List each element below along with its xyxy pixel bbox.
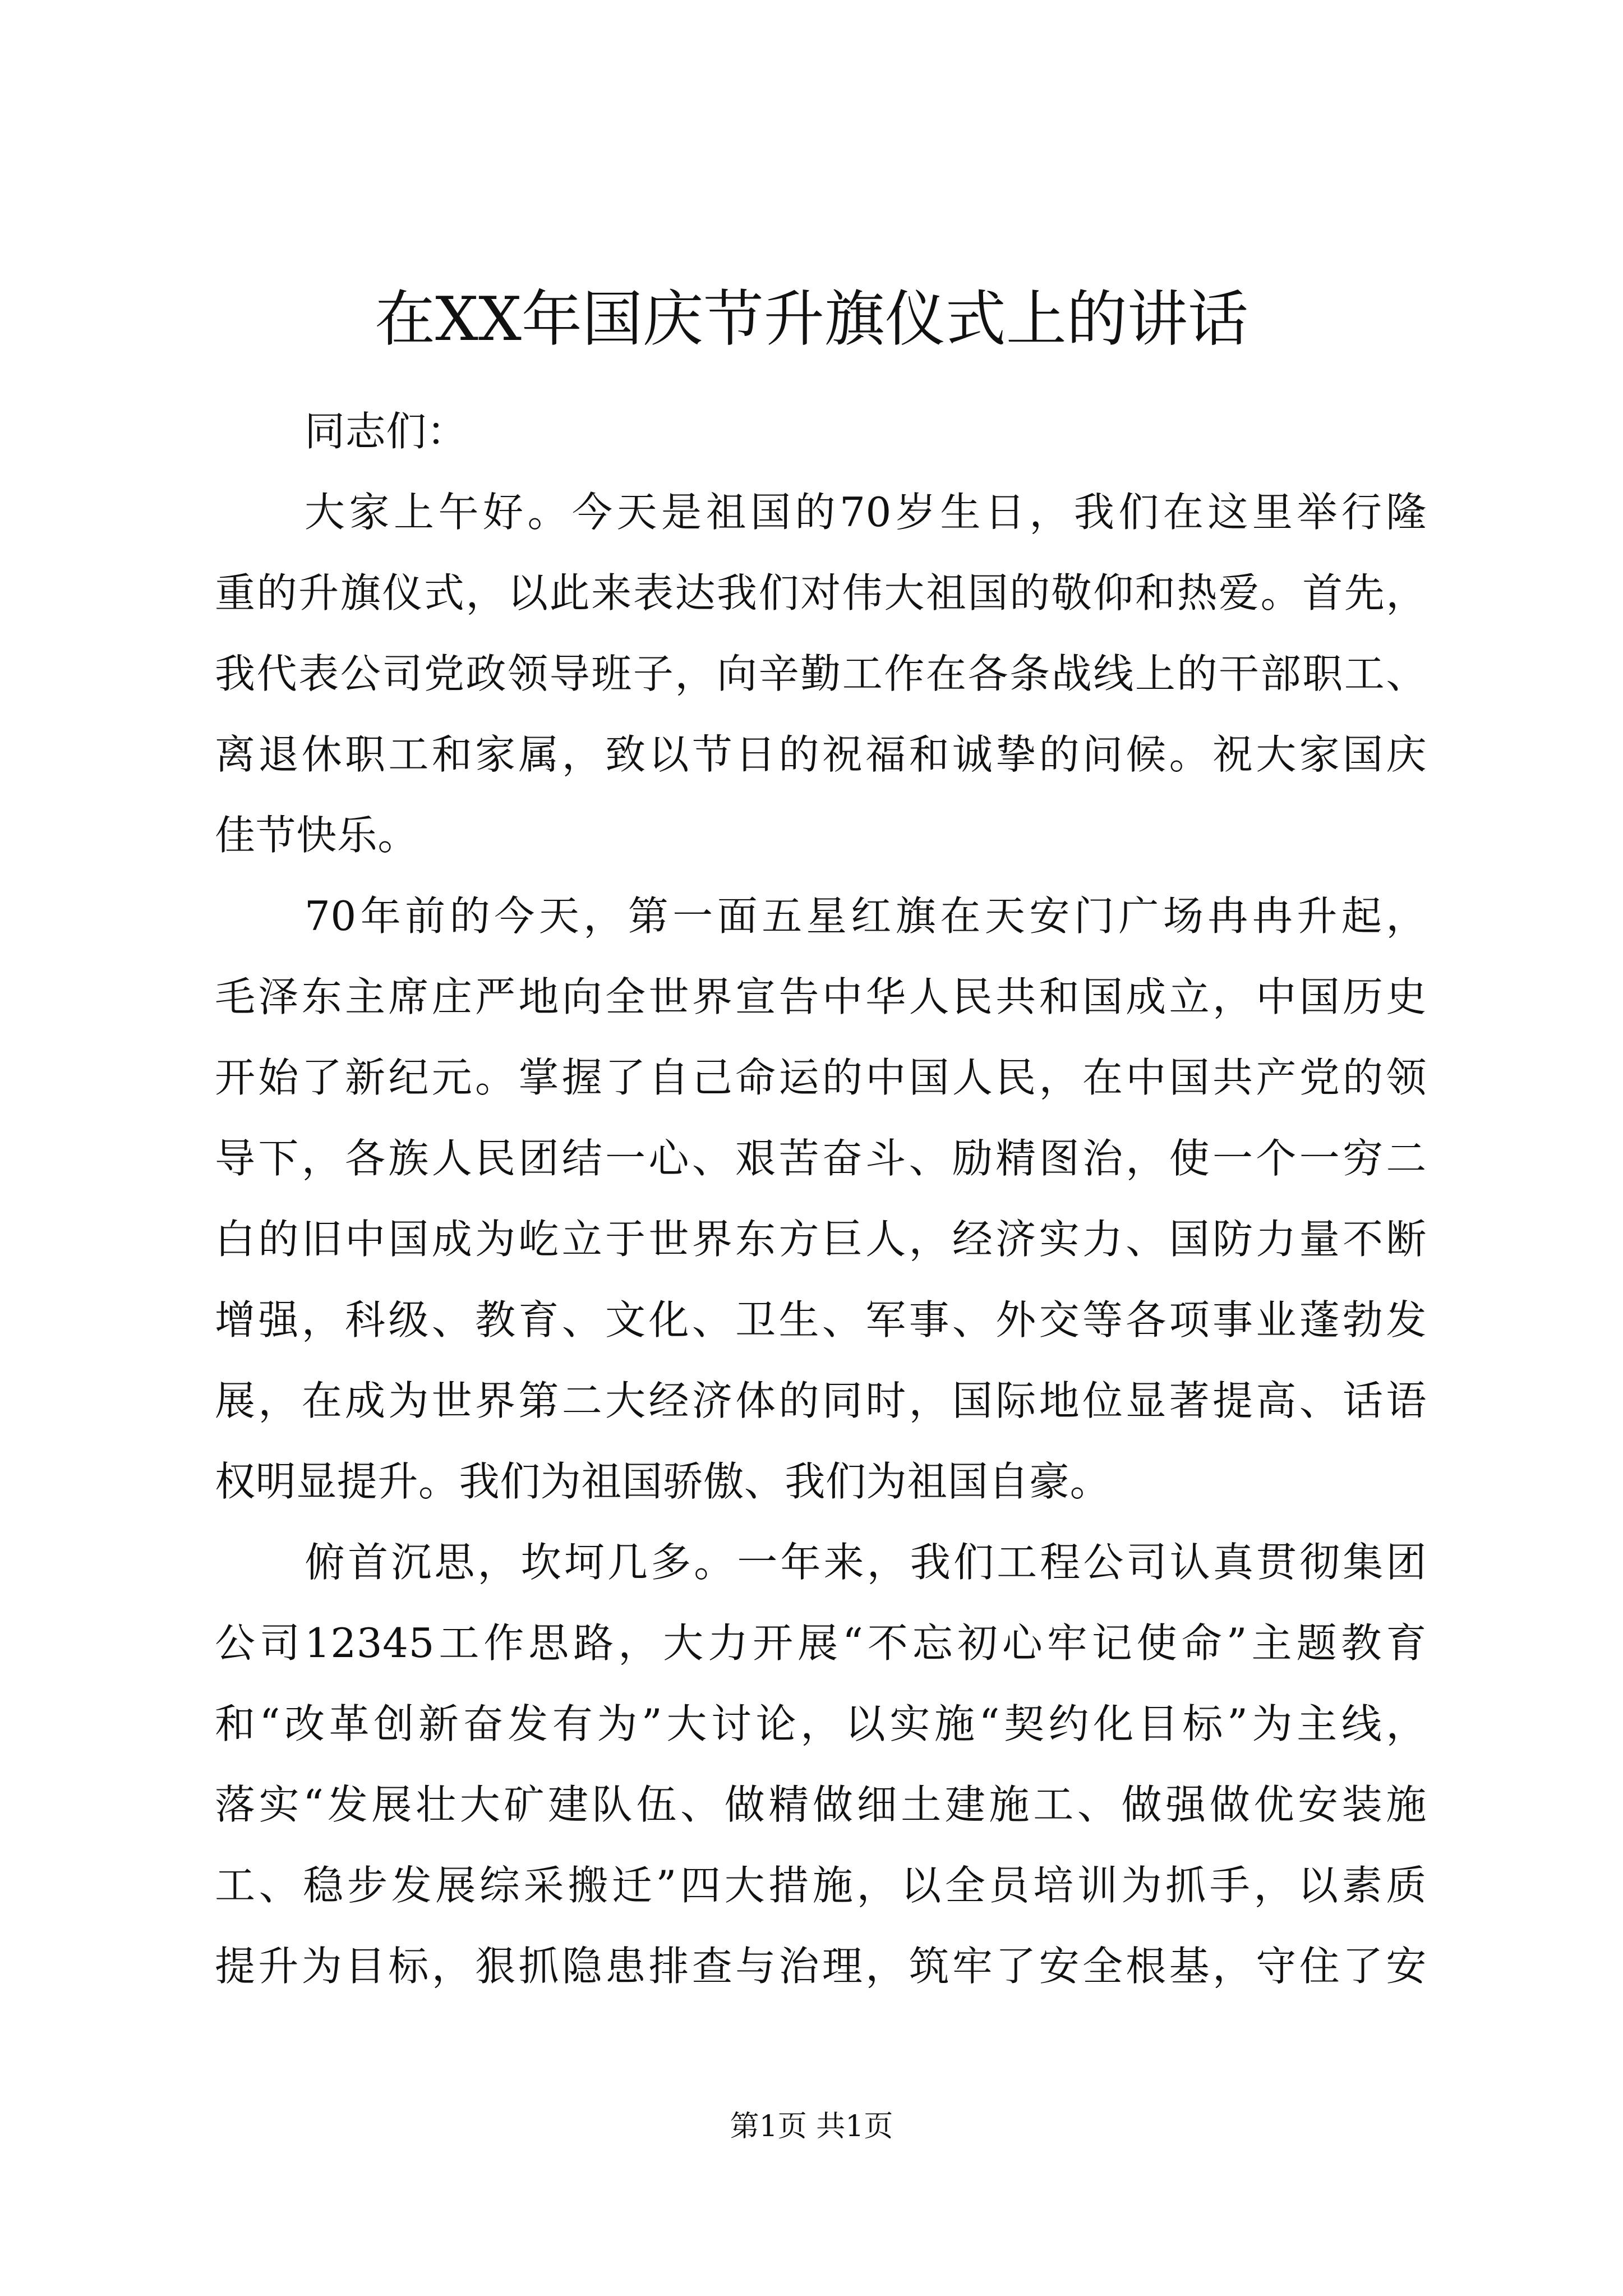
- paragraph-1-line-1: 大家上午好。今天是祖国的70岁生日，我们在这里举行隆: [305, 489, 1427, 536]
- salutation: 同志们：: [305, 408, 468, 455]
- paragraph-2-line-2: 毛泽东主席庄严地向全世界宣告中华人民共和国成立，中国历史: [215, 973, 1427, 1020]
- paragraph-3-line-1: 俯首沉思，坎坷几多。一年来，我们工程公司认真贯彻集团: [305, 1539, 1427, 1586]
- paragraph-3-line-5: 工、稳步发展综采搬迁”四大措施，以全员培训为抓手，以素质: [215, 1862, 1427, 1909]
- paragraph-2-line-4: 导下，各族人民团结一心、艰苦奋斗、励精图治，使一个一穷二: [215, 1135, 1427, 1182]
- paragraph-1-line-4: 离退休职工和家属，致以节日的祝福和诚挚的问候。祝大家国庆: [215, 731, 1427, 778]
- paragraph-2-line-5: 白的旧中国成为屹立于世界东方巨人，经济实力、国防力量不断: [215, 1216, 1427, 1263]
- paragraph-3-line-6: 提升为目标，狠抓隐患排查与治理，筑牢了安全根基，守住了安: [215, 1943, 1427, 1990]
- paragraph-3-line-4: 落实“发展壮大矿建队伍、做精做细土建施工、做强做优安装施: [215, 1781, 1427, 1828]
- paragraph-1-line-3: 我代表公司党政领导班子，向辛勤工作在各条战线上的干部职工、: [215, 650, 1427, 697]
- paragraph-3-line-2: 公司12345工作思路，大力开展“不忘初心牢记使命”主题教育: [215, 1619, 1427, 1667]
- page-footer: 第1页 共1页: [730, 2110, 893, 2143]
- paragraph-1-line-2: 重的升旗仪式，以此来表达我们对伟大祖国的敬仰和热爱。首先，: [215, 569, 1427, 616]
- paragraph-2-line-7: 展，在成为世界第二大经济体的同时，国际地位显著提高、话语: [215, 1377, 1427, 1424]
- paragraph-2-line-1: 70年前的今天，第一面五星红旗在天安门广场冉冉升起，: [305, 892, 1427, 940]
- paragraph-2-line-6: 增强，科级、教育、文化、卫生、军事、外交等各项事业蓬勃发: [215, 1296, 1427, 1343]
- paragraph-2-line-3: 开始了新纪元。掌握了自己命运的中国人民，在中国共产党的领: [215, 1054, 1427, 1101]
- paragraph-3-line-3: 和“改革创新奋发有为”大讨论，以实施“契约化目标”为主线，: [215, 1700, 1427, 1747]
- document-title: 在XX年国庆节升旗仪式上的讲话: [375, 284, 1248, 355]
- paragraph-1-line-5: 佳节快乐。: [215, 812, 419, 859]
- paragraph-2-line-8: 权明显提升。我们为祖国骄傲、我们为祖国自豪。: [215, 1458, 1111, 1505]
